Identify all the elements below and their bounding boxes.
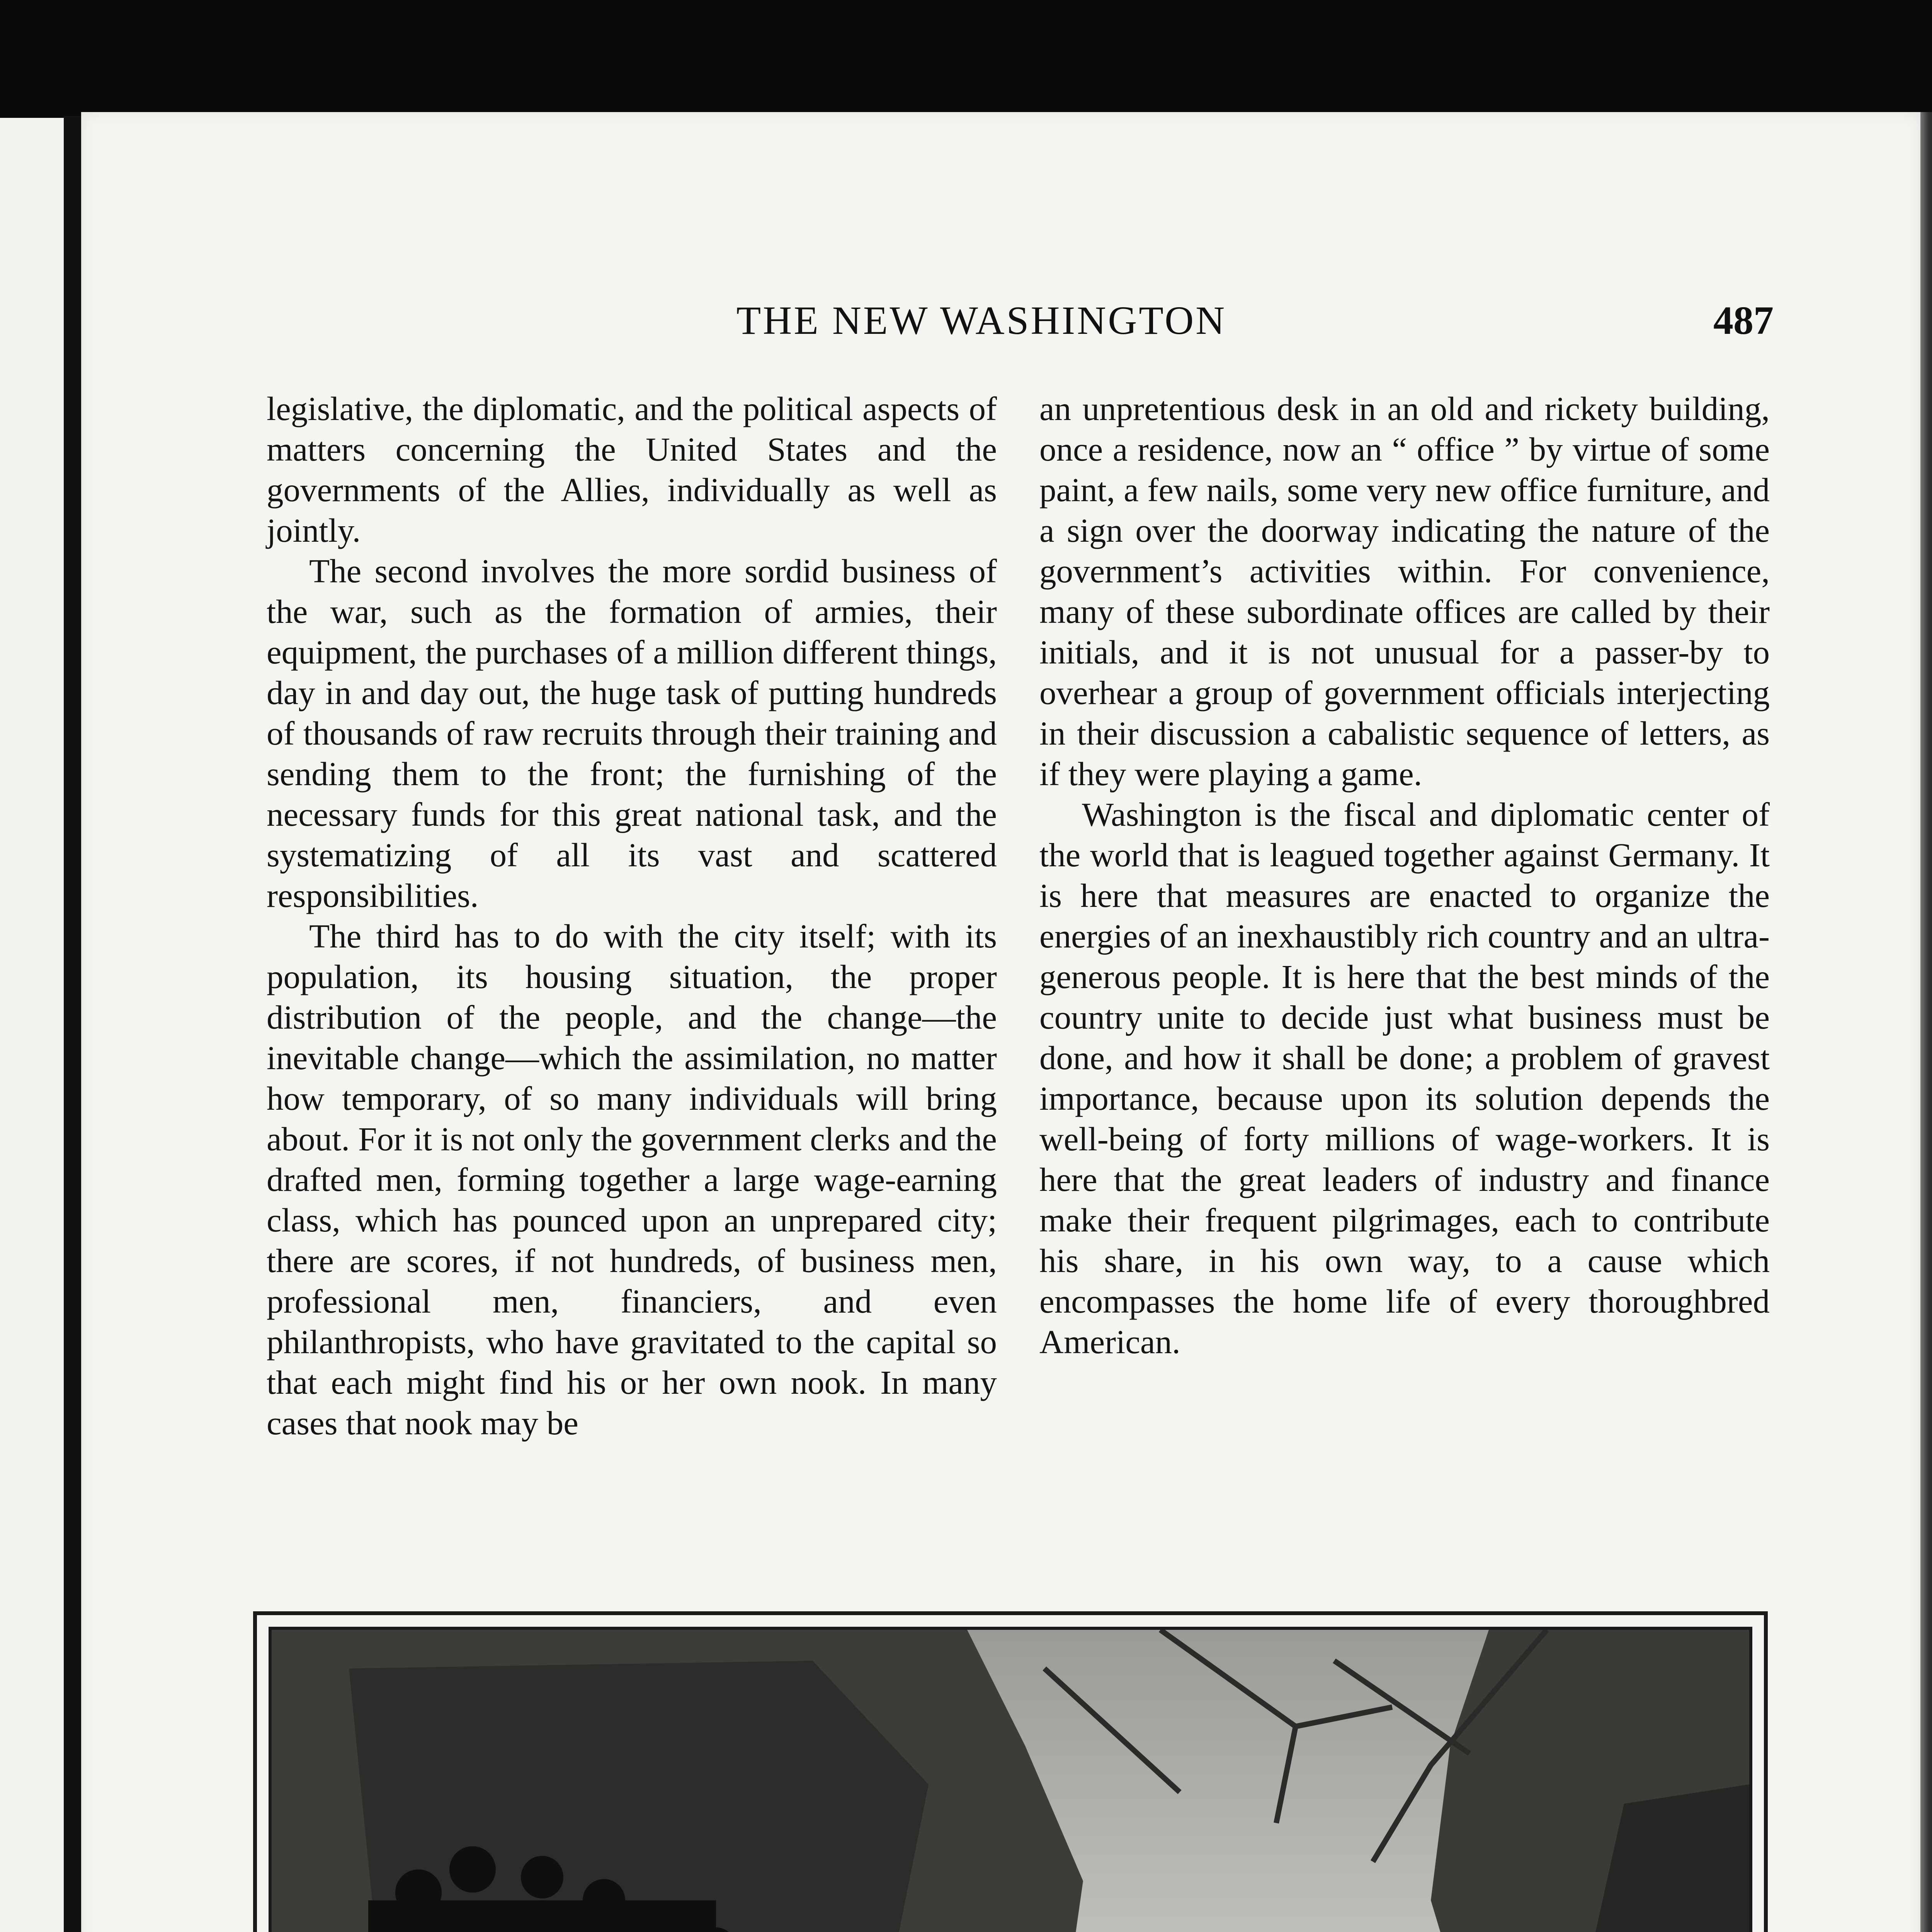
running-title: THE NEW WASHINGTON [736, 298, 1227, 343]
paragraph: legislative, the diplomatic, and the political aspects of matters concerning the United States and the governments of the Allies, individually as well as jointly. [267, 390, 997, 549]
paragraph: an unpretentious desk in an old and rickety building, once a residence, now an “ office ” by virtue of some paint, a few nails, some very new office furniture, and a sign over the doorway indicating the nature of the government’s activities within. For convenience, many of these subordinate offices are called by their initials, and it is not unusual for a passer-by to overhear a group of government officials interjecting in their discussion a cabalistic sequence of letters, as if they were playing a game. [1039, 390, 1770, 793]
page-number: 487 [1713, 298, 1774, 343]
photo-illustration [272, 1630, 1749, 1932]
text-column-left [267, 388, 997, 1443]
photo-frame [253, 1611, 1768, 1932]
paragraph: Washington is the fiscal and diplomatic center of the world that is leagued together against Germany. It is here that measures are enacted to organize the energies of an inexhaustibly rich country and an ultra-generous people. It is here that the best minds of the country unite to decide just what business must be done, and how it shall be done; a problem of gravest importance, because upon its solution depends the well-being of forty millions of wage-workers. It is here that the great leaders of industry and finance make their frequent pilgrimages, each to contribute his share, in his own way, to a cause which encompasses the home life of every thoroughbred American. [1039, 796, 1770, 1361]
binding-shadow [64, 116, 81, 1932]
photograph-soldiers-on-army-trucks [269, 1627, 1752, 1932]
facing-page-edge [0, 118, 64, 1932]
text-column-right [1039, 388, 1770, 1362]
page-right-edge [1920, 112, 1932, 1932]
paragraph: The second involves the more sordid business of the war, such as the formation of armies, their equipment, the purchases of a million different things, day in and day out, the huge task of putting hundreds of thousands of raw recruits through their training and sending them to the front; the furnishing of the necessary funds for this great national task, and the systematizing of all its vast and scattered responsibilities. [267, 552, 997, 914]
paragraph: The third has to do with the city itself; with its population, its housing situation, the proper distribution of the people, and the change—the inevitable change—which the assimilation, no matter how temporary, of so many individuals will bring about. For it is not only the government clerks and the drafted men, forming together a large wage-earning class, which has pounced upon an unprepared city; there are scores, if not hundreds, of business men, professional men, financiers, and even philanthropists, who have gravitated to the capital so that each might find his or her own nook. In many cases that nook may be [267, 917, 997, 1442]
